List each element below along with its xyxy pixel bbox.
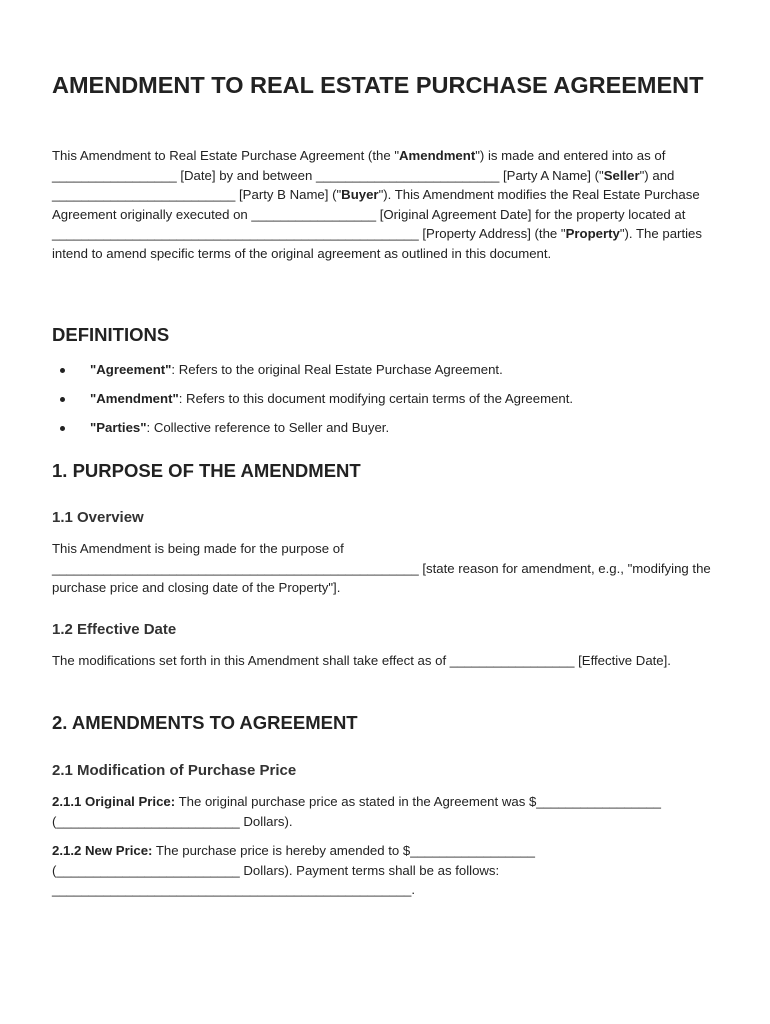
definition-text: : Refers to this document modifying certain terms of the Agreement.	[178, 391, 574, 406]
overview-paragraph: This Amendment is being made for the purpose of __________________________________________________ [state reason for amendment, e.g., "modifying the purchase price and closing date of the Property"].	[52, 541, 711, 595]
original-price-paragraph	[52, 792, 712, 831]
intro-text-2: ") is made and entered into as of _________________ [Date] by and between _________________________ [Party A Name] ("	[52, 148, 666, 183]
intro-paragraph	[52, 146, 712, 263]
original-price-text: The original purchase price as stated in the Agreement was $_________________ (_________________________ Dollars).	[52, 794, 661, 829]
intro-text-3: ") and _________________________ [Party B Name] ("	[52, 167, 675, 202]
intro-text-5: "). The parties intend to amend specific terms of the original agreement as outlined in this document.	[52, 226, 702, 261]
document-title: AMENDMENT TO REAL ESTATE PURCHASE AGREEMENT	[52, 72, 704, 98]
intro-term-amendment: Amendment	[399, 148, 476, 163]
new-price-text: The purchase price is hereby amended to $_________________ (_________________________ Dollars). Payment terms shall be as follows: _________________________________________________.	[52, 843, 535, 897]
bullet-icon	[60, 426, 65, 431]
bullet-icon	[60, 368, 65, 373]
definition-text: : Refers to the original Real Estate Purchase Agreement.	[171, 362, 503, 377]
intro-text-4: "). This Amendment modifies the Real Estate Purchase Agreement originally executed on _________________ [Original Agreement Date] for the property located at __________________________________________________ [Property Address] (the "	[52, 187, 700, 241]
overview-heading: 1.1 Overview	[52, 509, 144, 526]
intro-term-seller: Seller	[603, 167, 640, 183]
definition-text: : Collective reference to Seller and Buyer.	[146, 420, 390, 435]
new-price-paragraph	[52, 841, 712, 900]
purchase-price-heading: 2.1 Modification of Purchase Price	[52, 762, 297, 779]
section-2-heading: 2. AMENDMENTS TO AGREEMENT	[52, 712, 358, 733]
intro-term-buyer: Buyer	[341, 187, 379, 202]
effective-date-paragraph: The modifications set forth in this Amendment shall take effect as of _________________ [Effective Date].	[52, 653, 671, 668]
new-price-label: 2.1.2 New Price:	[52, 843, 153, 858]
intro-text-1: This Amendment to Real Estate Purchase Agreement (the "	[52, 148, 400, 163]
definitions-heading: DEFINITIONS	[52, 324, 170, 345]
definition-term: "Parties"	[90, 420, 147, 435]
original-price-label: 2.1.1 Original Price:	[52, 794, 176, 809]
section-1-heading: 1. PURPOSE OF THE AMENDMENT	[52, 460, 361, 481]
bullet-icon	[60, 397, 65, 402]
effective-date-heading: 1.2 Effective Date	[52, 621, 177, 638]
definition-term: "Agreement"	[90, 362, 172, 377]
definition-term: "Amendment"	[90, 391, 179, 406]
intro-term-property: Property	[565, 226, 620, 241]
